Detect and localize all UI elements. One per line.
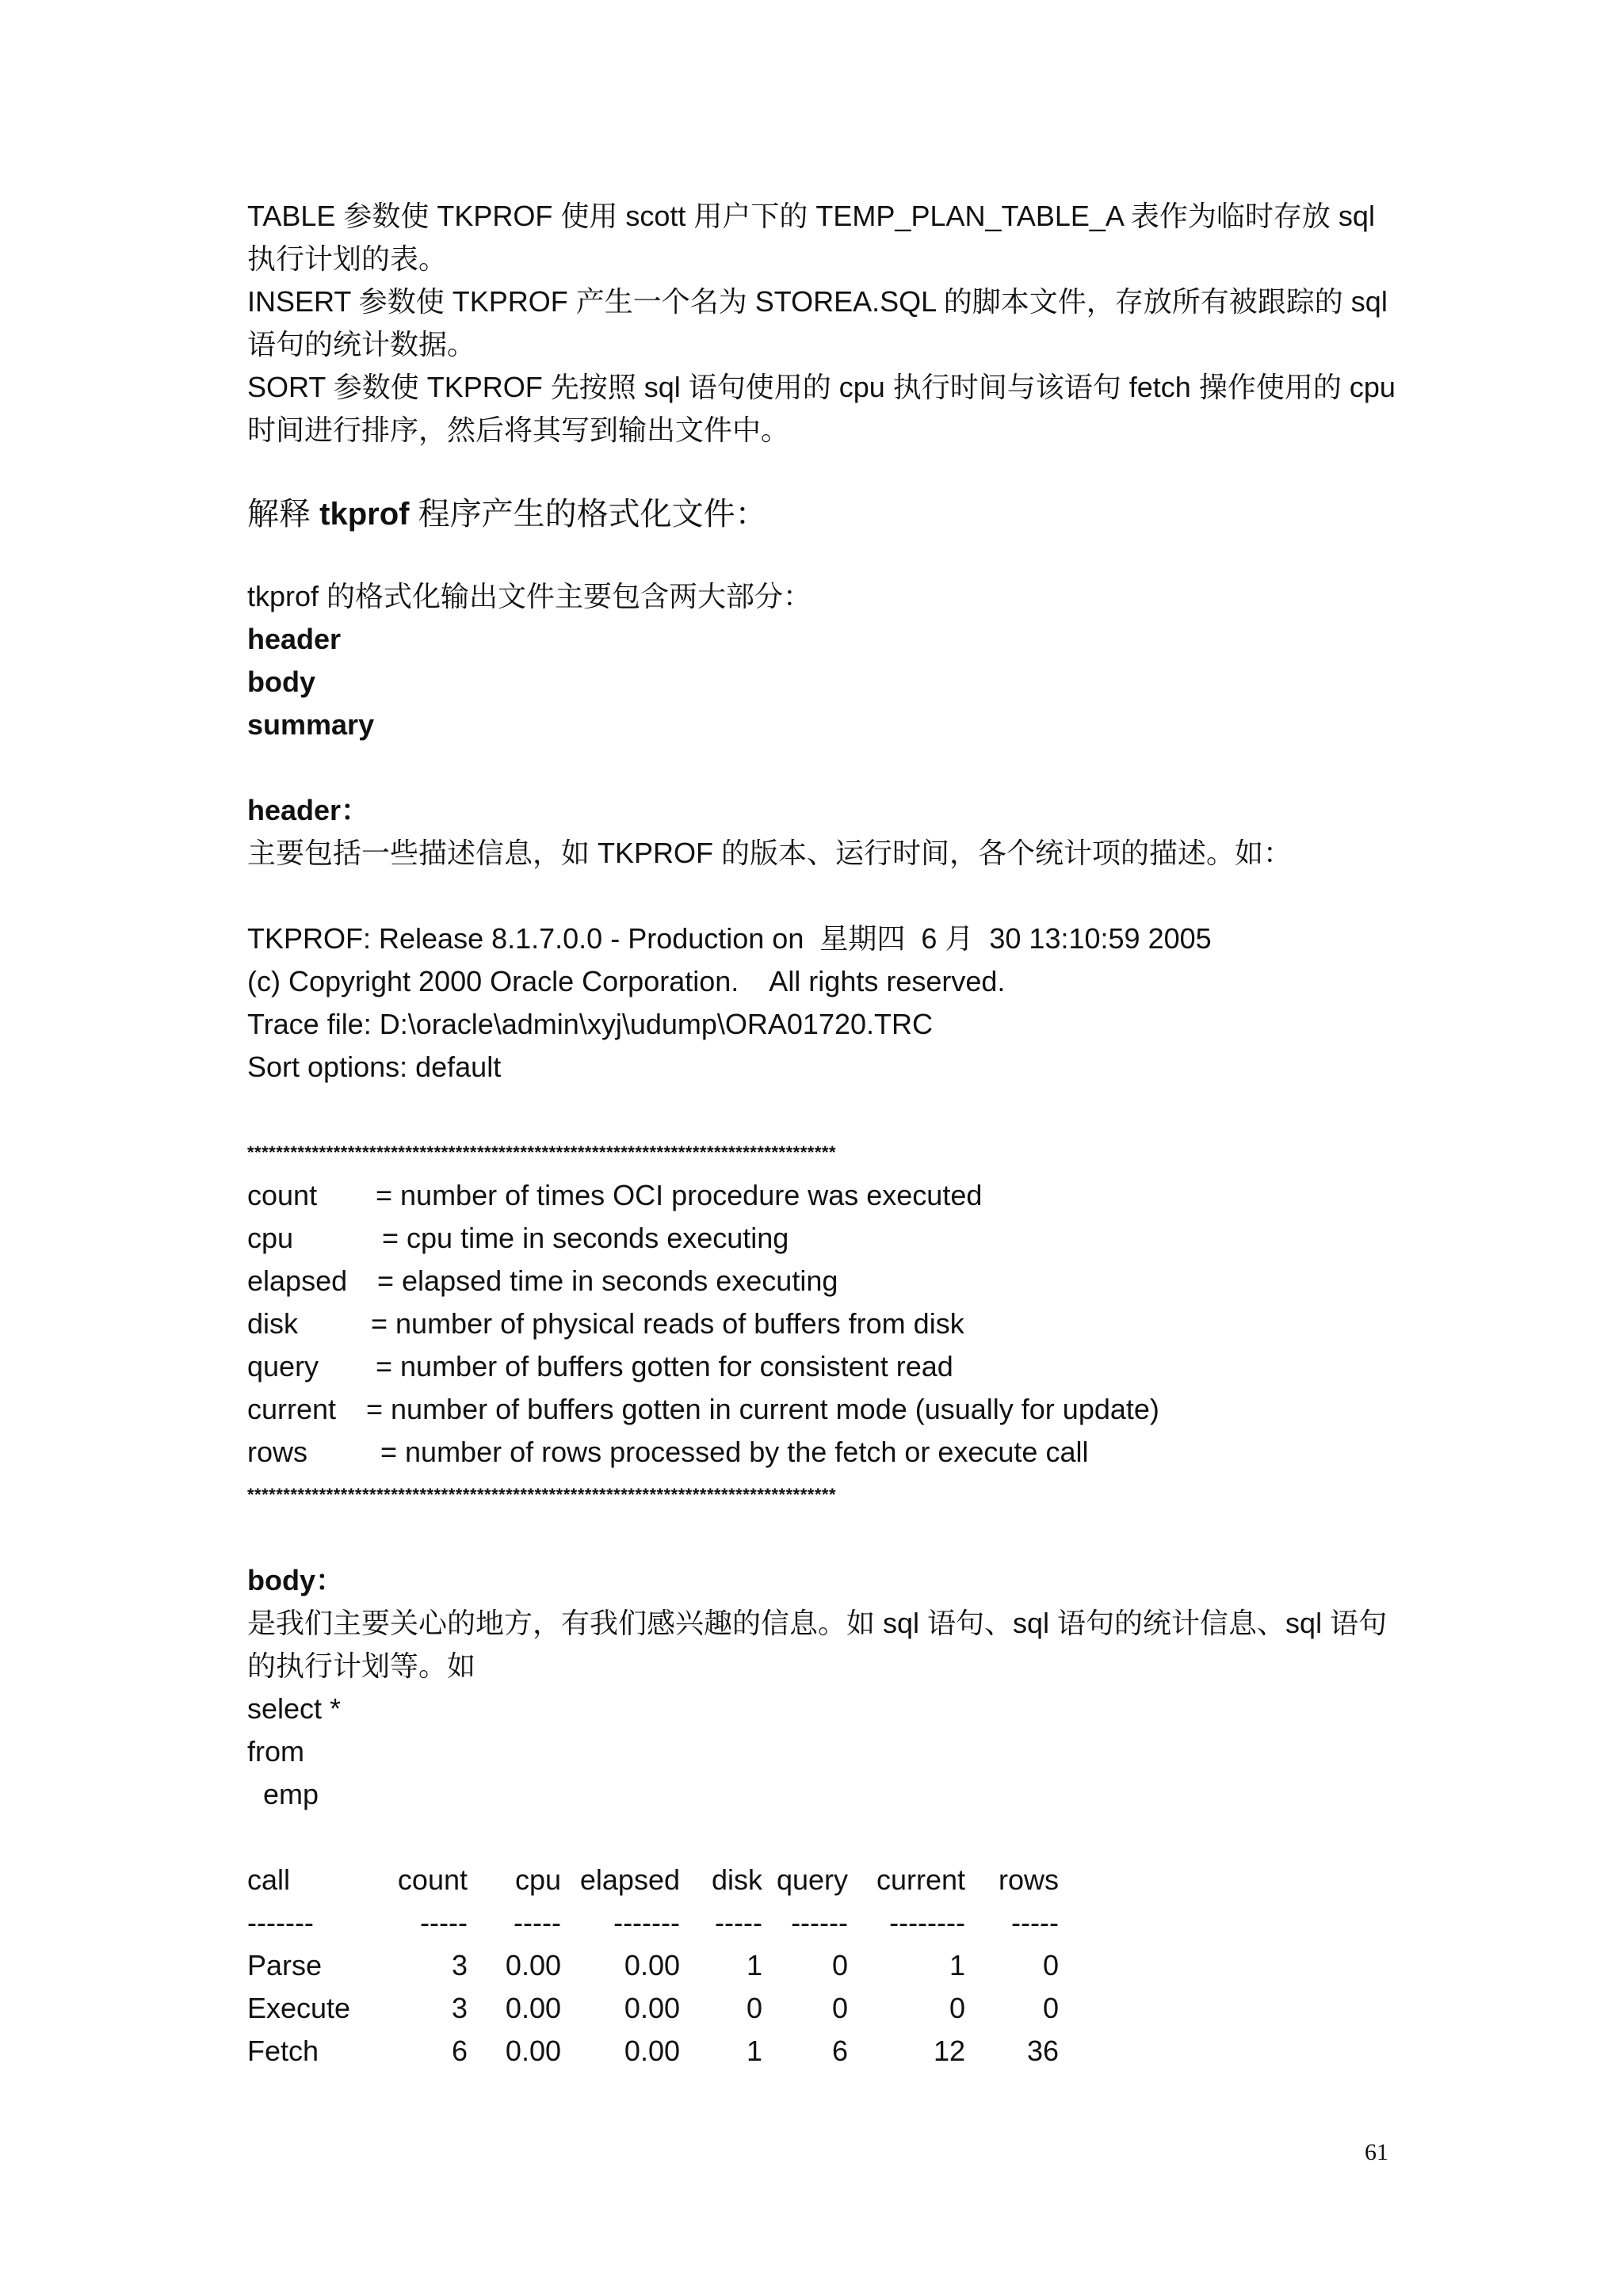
call-statistics-table [247,1859,1059,2073]
sql-line: emp [247,1778,319,1810]
dash-cell: ------- [247,1906,314,1939]
dash-cell: ------ [791,1906,848,1939]
table-cell: 0 [746,1992,762,2024]
text-line: INSERT 参数使 TKPROF 产生一个名为 STOREA.SQL 的脚本文件，存放所有被跟踪的 sql [247,285,1388,318]
column-header: call [247,1863,291,1896]
info-line: TKPROF: Release 8.1.7.0.0 - Production on 星期四 6 月 30 13:10:59 2005 [247,922,1212,955]
definition-text: = number of physical reads of buffers from disk [371,1307,964,1340]
intro-paragraph [247,195,1388,280]
table-cell: Execute [247,1992,351,2024]
heading-suffix: 程序产生的格式化文件： [409,497,767,532]
definition-term: count [247,1179,318,1211]
table-cell: 0 [1042,1949,1059,1981]
text-line: 时间进行排序，然后将其写到输出文件中。 [247,414,790,446]
definition-row [247,1260,1388,1302]
definition-term: elapsed [247,1264,348,1297]
table-cell: 0.00 [505,1992,561,2024]
dash-cell: ----- [1011,1906,1059,1939]
header-section-label: header： [247,794,370,826]
table-dash-row [247,1901,1059,1944]
table-cell: Parse [247,1949,323,1981]
definition-text: = number of buffers gotten in current mode (usually for update) [366,1393,1159,1425]
column-header: current [876,1863,965,1896]
column-header: elapsed [579,1863,680,1896]
column-header: cpu [514,1863,561,1896]
definition-text: = number of rows processed by the fetch or execute call [380,1436,1089,1468]
star-separator: ********************************************************************************** [247,1485,837,1505]
definition-term: rows [247,1436,308,1468]
table-row [247,2030,1059,2073]
table-cell: 6 [451,2035,468,2067]
table-cell: 0 [831,1992,848,2024]
table-cell: Fetch [247,2035,319,2067]
spacer [247,746,1388,789]
body-description-line: 是我们主要关心的地方，有我们感兴趣的信息。如 sql 语句、sql 语句的统计信息、sql 语句 [247,1607,1388,1639]
table-cell: 1 [949,1949,965,1981]
part-item: header [247,623,342,655]
info-line: Sort options: default [247,1051,502,1083]
table-cell: 0 [831,1949,848,1981]
definition-row [247,1345,1388,1388]
table-cell: 0 [949,1992,965,2024]
table-cell: 0.00 [505,2035,561,2067]
info-line: (c) Copyright 2000 Oracle Corporation. All rights reserved. [247,965,1006,997]
dash-cell: ------- [613,1906,680,1939]
sql-line: select * [247,1692,342,1725]
table-cell: 1 [746,2035,762,2067]
column-header: rows [998,1863,1059,1896]
body-description-line: 的执行计划等。如 [247,1650,476,1682]
text-line: 执行计划的表。 [247,242,448,275]
table-row [247,1987,1059,2030]
part-item: body [247,666,315,698]
table-cell: 1 [746,1949,762,1981]
header-section-description: 主要包括一些描述信息，如 TKPROF 的版本、运行时间，各个统计项的描述。如： [247,837,1293,869]
table-cell: 6 [831,2035,848,2067]
spacer [247,1516,1388,1559]
spacer [247,1816,1388,1859]
table-cell: 3 [451,1992,468,2024]
star-separator: ********************************************************************************** [247,1142,837,1162]
definition-term: disk [247,1307,299,1340]
definition-text: = elapsed time in seconds executing [377,1264,838,1297]
definition-text: = cpu time in seconds executing [382,1222,789,1254]
page-content [247,195,1396,2073]
table-cell: 0 [1042,1992,1059,2024]
definition-row [247,1388,1388,1431]
body-section-label: body： [247,1564,344,1596]
table-cell: 12 [933,2035,965,2067]
heading-bold-term: tkprof [319,497,410,532]
definition-term: query [247,1350,319,1383]
intro-paragraph [247,366,1396,452]
spacer [247,875,1388,917]
intro-paragraph [247,280,1388,366]
table-cell: 0.00 [624,1949,680,1981]
definition-row [247,1217,1388,1260]
dash-cell: ----- [715,1906,762,1939]
definition-text: = number of times OCI procedure was executed [376,1179,983,1211]
text-line: SORT 参数使 TKPROF 先按照 sql 语句使用的 cpu 执行时间与该语句 fetch 操作使用的 cpu [247,371,1396,403]
table-cell: 0.00 [624,2035,680,2067]
dash-cell: ----- [420,1906,468,1939]
dash-cell: -------- [889,1906,965,1939]
table-header-row [247,1859,1059,1901]
definition-term: cpu [247,1222,294,1254]
section-heading [247,493,1388,536]
definition-list [247,1174,1388,1474]
part-item: summary [247,708,375,741]
sql-line: from [247,1735,304,1768]
table-row [247,1944,1059,1987]
text-line: TABLE 参数使 TKPROF 使用 scott 用户下的 TEMP_PLAN_TABLE_A 表作为临时存放 sql [247,200,1375,232]
info-line: Trace file: D:\oracle\admin\xyj\udump\ORA01720.TRC [247,1008,934,1040]
definition-text: = number of buffers gotten for consistent read [376,1350,953,1383]
definition-row [247,1174,1388,1217]
column-header: query [776,1863,848,1896]
definition-row [247,1431,1388,1474]
text-line: 语句的统计数据。 [247,328,476,360]
table-cell: 0.00 [505,1949,561,1981]
column-header: disk [711,1863,762,1896]
parts-intro: tkprof 的格式化输出文件主要包含两大部分： [247,580,812,612]
page-number: 61 [1365,2139,1388,2165]
column-header: count [397,1863,468,1896]
table-cell: 0.00 [624,1992,680,2024]
definition-row [247,1302,1388,1345]
dash-cell: ----- [514,1906,561,1939]
spacer [247,1089,1388,1131]
definition-term: current [247,1393,337,1425]
heading-prefix: 解释 [247,497,320,532]
table-cell: 36 [1026,2035,1059,2067]
table-cell: 3 [451,1949,468,1981]
